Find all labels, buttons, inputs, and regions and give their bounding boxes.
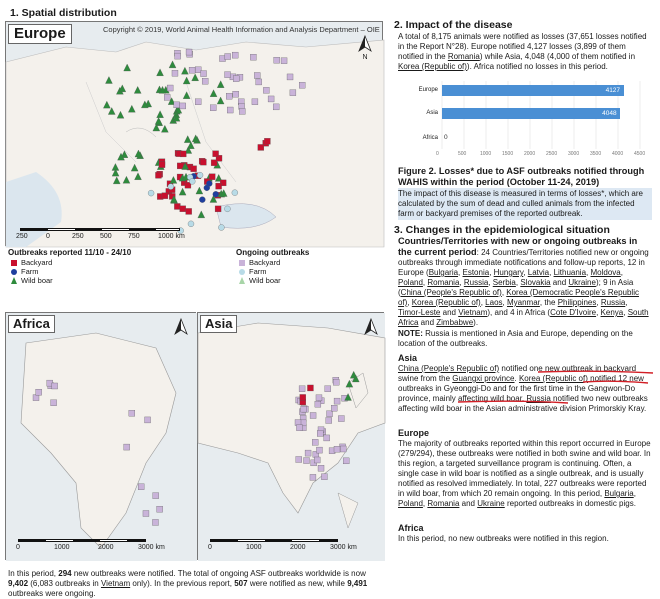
legend-reported — [8, 248, 208, 285]
europe-paragraph: The majority of outbreaks reported within this report occurred in Europe (279/294), these outbreaks were notified in both swine and wild boar. In this region, a targeted surveillance program is continuing. Often, a single case in wild boar is notified as a single outbreak, and is usually notified as resolved immediately. In total, 227 outbreaks were reported in wild boar, from which 20 remain ongoing. In this period, Bulgaria, Poland, Romania and Ukraine reported outbreaks in domestic pigs. — [398, 439, 651, 508]
farm-marker — [224, 206, 230, 212]
farm-marker — [206, 181, 212, 187]
backyard-marker — [174, 102, 180, 108]
impact-text: A total of 8,175 animals were notified as losses (37,651 losses notified in the Report N°28). Europe notified 4,127 losses (3,899 of them notified in the Romania) while Asia, 4,048 (4,000 of them notified in Korea (Republic of)). Africa notified no losses in this period. — [398, 32, 647, 71]
chart-category-label: Africa — [422, 135, 438, 141]
legend-item: Backyard — [239, 258, 386, 267]
legend-ongoing — [236, 248, 386, 285]
chart-value-label: 0 — [444, 134, 448, 141]
backyard-marker — [215, 206, 221, 212]
asia-label: Asia — [200, 315, 237, 333]
farm-marker — [168, 184, 174, 190]
asia-paragraph: China (People's Republic of) notified one new outbreak in backyard swine from the Guangxi province. Korea (Republic of) notified 12 new outbreaks in Gyeonggi-Do and for the first time in the Gangwon-Do province, mainly affecting wild boar. Russia notified two new outbreaks affecting wild boar in the Asian administrative division Primorskiy Kray. — [398, 364, 648, 413]
backyard-square-icon — [239, 260, 245, 266]
legend-ongoing-title: Ongoing outbreaks — [236, 248, 310, 257]
backyard-marker — [175, 53, 181, 59]
legend-item: Wild boar — [239, 276, 386, 285]
europe-heading: Europe — [398, 428, 430, 438]
backyard-marker — [343, 458, 349, 464]
europe-label: Europe — [8, 24, 72, 44]
chart-category-label: Europe — [418, 87, 438, 93]
backyard-marker — [180, 206, 186, 212]
backyard-marker — [51, 400, 57, 406]
scale-label: 0 — [16, 544, 20, 551]
scale-label: 500 — [100, 233, 112, 240]
farm-marker — [218, 224, 224, 230]
africa-map — [5, 312, 196, 560]
backyard-marker — [201, 71, 207, 77]
chart-tick-label: 4500 — [634, 151, 646, 157]
backyard-marker — [333, 379, 339, 385]
backyard-marker — [326, 417, 332, 423]
chart-tick-label: 3000 — [568, 151, 580, 157]
chart-tick-label: 3500 — [590, 151, 602, 157]
scale-label: 1000 km — [158, 233, 185, 240]
north-arrow-icon — [358, 36, 372, 61]
backyard-marker — [274, 57, 280, 63]
backyard-marker — [304, 458, 310, 464]
backyard-marker — [210, 105, 216, 111]
chart-bar — [442, 85, 624, 96]
scale-label: 1000 — [54, 544, 70, 551]
backyard-marker — [312, 439, 318, 445]
farm-circle-icon — [11, 269, 17, 275]
backyard-marker — [225, 54, 231, 60]
backyard-marker — [36, 389, 42, 395]
backyard-marker — [216, 183, 222, 189]
europe-map — [5, 21, 383, 246]
backyard-marker — [314, 457, 320, 463]
backyard-marker — [52, 383, 58, 389]
scale-label: 1000 — [246, 544, 262, 551]
asia-map — [197, 312, 384, 560]
backyard-marker — [307, 385, 313, 391]
footer-summary: In this period, 294 new outbreaks were notified. The total of ongoing ASF outbreaks worldwide is now 9,402 (6,083 outbreaks in Vietnam only). In the previous report, 507 were notified as new, while 9,491 outbreaks were ongoing. — [8, 569, 368, 598]
farm-marker — [148, 190, 154, 196]
backyard-marker — [327, 411, 333, 417]
backyard-marker — [299, 386, 305, 392]
backyard-marker — [315, 401, 321, 407]
losses-bar-chart — [398, 81, 648, 163]
legend-item: Wild boar — [11, 276, 208, 285]
backyard-marker — [200, 159, 206, 165]
backyard-marker — [281, 58, 287, 64]
backyard-marker — [318, 465, 324, 471]
backyard-marker — [334, 446, 340, 452]
scale-label: 750 — [128, 233, 140, 240]
backyard-marker — [225, 72, 231, 78]
africa-heading: Africa — [398, 523, 424, 533]
backyard-marker — [189, 67, 195, 73]
backyard-marker — [287, 74, 293, 80]
backyard-marker — [324, 435, 330, 441]
backyard-marker — [145, 417, 151, 423]
north-arrow-icon — [364, 319, 378, 337]
scale-label: 3000 km — [330, 544, 357, 551]
backyard-marker — [254, 72, 260, 78]
asia-scale-bar — [208, 539, 357, 551]
backyard-marker — [202, 78, 208, 84]
backyard-marker — [296, 456, 302, 462]
backyard-marker — [167, 85, 173, 91]
chart-tick-label: 500 — [458, 151, 467, 157]
backyard-marker — [310, 474, 316, 480]
chart-category-label: Asia — [426, 110, 438, 116]
backyard-marker — [321, 474, 327, 480]
scale-label: 250 — [16, 233, 28, 240]
backyard-marker — [290, 90, 296, 96]
changes-subheading: Countries/Territories with new or ongoing outbreaks in the current period — [398, 236, 638, 257]
farm-marker — [232, 190, 238, 196]
backyard-marker — [299, 82, 305, 88]
wild-boar-triangle-icon — [239, 277, 245, 284]
backyard-marker — [317, 430, 323, 436]
backyard-marker — [296, 425, 302, 431]
legend-item: Backyard — [11, 258, 208, 267]
farm-marker — [213, 191, 219, 197]
backyard-marker — [301, 406, 307, 412]
backyard-marker — [233, 76, 239, 82]
backyard-marker — [338, 416, 344, 422]
backyard-marker — [33, 395, 39, 401]
backyard-marker — [159, 162, 165, 168]
chart-tick-label: 2500 — [546, 151, 558, 157]
backyard-marker — [331, 405, 337, 411]
farm-marker — [197, 172, 203, 178]
backyard-marker — [263, 87, 269, 93]
chart-tick-label: 0 — [436, 151, 439, 157]
backyard-marker — [177, 163, 183, 169]
legend-item: Farm — [239, 267, 386, 276]
changes-heading: 3. Changes in the epidemiological situation — [394, 224, 610, 236]
backyard-marker — [186, 49, 192, 55]
backyard-marker — [273, 104, 279, 110]
farm-marker — [189, 178, 195, 184]
backyard-marker — [252, 99, 258, 105]
scale-label: 2000 — [290, 544, 306, 551]
backyard-marker — [195, 67, 201, 73]
backyard-marker — [195, 99, 201, 105]
asia-landmass — [198, 313, 385, 561]
backyard-marker — [155, 172, 161, 178]
backyard-marker — [180, 151, 186, 157]
backyard-marker — [310, 412, 316, 418]
scale-label: 0 — [208, 544, 212, 551]
backyard-marker — [256, 79, 262, 85]
farm-marker — [188, 221, 194, 227]
scale-label: 0 — [46, 233, 50, 240]
backyard-marker — [264, 138, 270, 144]
backyard-marker — [226, 93, 232, 99]
copyright-text: Copyright © 2019, World Animal Health Information and Analysis Department – OIE — [103, 25, 380, 34]
backyard-marker — [213, 151, 219, 157]
wild-boar-triangle-icon — [11, 277, 17, 284]
backyard-marker — [334, 398, 340, 404]
backyard-marker — [172, 70, 178, 76]
backyard-marker — [250, 54, 256, 60]
backyard-marker — [325, 386, 331, 392]
backyard-marker — [180, 103, 186, 109]
backyard-marker — [305, 450, 311, 456]
scale-label: 250 — [72, 233, 84, 240]
backyard-marker — [143, 511, 149, 517]
backyard-marker — [340, 446, 346, 452]
backyard-marker — [258, 144, 264, 150]
backyard-marker — [233, 91, 239, 97]
backyard-marker — [152, 519, 158, 525]
africa-scale-bar — [16, 539, 165, 551]
impact-heading: 2. Impact of the disease — [394, 19, 513, 31]
backyard-marker — [227, 107, 233, 113]
africa-landmass — [6, 313, 197, 561]
chart-value-label: 4048 — [602, 110, 617, 117]
asia-heading: Asia — [398, 353, 418, 363]
europe-scale-bar — [16, 228, 185, 240]
legend-item: Farm — [11, 267, 208, 276]
farm-circle-icon — [239, 269, 245, 275]
chart-tick-label: 1000 — [480, 151, 492, 157]
backyard-marker — [191, 166, 197, 172]
europe-landmass — [6, 22, 384, 247]
backyard-marker — [232, 52, 238, 58]
figure-note: The impact of this disease is measured in terms of losses*, which are calculated by the sum of dead and culled animals from the infected farm or backyard premises of the reported outbreak. — [398, 188, 652, 220]
africa-label: Africa — [8, 315, 55, 333]
backyard-marker — [174, 203, 180, 209]
chart-bar — [442, 108, 620, 119]
backyard-marker — [162, 193, 168, 199]
chart-tick-label: 4000 — [612, 151, 624, 157]
north-label: N — [362, 54, 368, 61]
chart-value-label: 4127 — [605, 87, 621, 94]
scale-label: 2000 — [98, 544, 114, 551]
figure-caption: Figure 2. Losses* due to ASF outbreaks notified through WAHIS within the period (October 11-24, 2019) — [398, 166, 645, 187]
backyard-marker — [157, 506, 163, 512]
backyard-marker — [316, 395, 322, 401]
chart-tick-label: 1500 — [502, 151, 514, 157]
backyard-marker — [164, 94, 170, 100]
spatial-heading: 1. Spatial distribution — [10, 7, 117, 19]
backyard-marker — [300, 394, 306, 400]
backyard-marker — [316, 447, 322, 453]
backyard-marker — [186, 208, 192, 214]
legend-reported-title: Outbreaks reported 11/10 - 24/10 — [8, 248, 132, 257]
backyard-marker — [209, 174, 215, 180]
backyard-marker — [138, 484, 144, 490]
backyard-square-icon — [11, 260, 17, 266]
backyard-marker — [129, 410, 135, 416]
backyard-marker — [153, 493, 159, 499]
red-annotation-underlines — [398, 372, 656, 412]
backyard-marker — [268, 96, 274, 102]
farm-marker — [199, 197, 205, 203]
africa-paragraph: In this period, no new outbreaks were notified in this region. — [398, 534, 609, 543]
changes-paragraph: Countries/Territories with new or ongoing outbreaks in the current period: 24 Countries/Territories notified new or ongoing outbreaks through immediate notifications and follow-up reports, 12 in Europe (Bulgaria, Estonia, Hungary, Latvia, Lithuania, Moldova, Poland, Romania, Russia, Serbia, Slovakia and Ukraine); 9 in Asia (China (People's Republic of), Korea (Democratic People's Republic of), Korea (Republic of), Laos, Myanmar, the Philippines, Russia, Timor-Leste and Vietnam), and 4 in Africa (Cote D'Ivoire, Kenya, South Africa and Zimbabwe). NOTE: Russia is mentioned in Asia and Europe, depending on the location of the outbreaks. — [398, 236, 649, 348]
north-arrow-icon — [174, 319, 188, 337]
backyard-marker — [239, 108, 245, 114]
scale-label: 3000 km — [138, 544, 165, 551]
backyard-marker — [124, 444, 130, 450]
chart-tick-label: 2000 — [524, 151, 536, 157]
